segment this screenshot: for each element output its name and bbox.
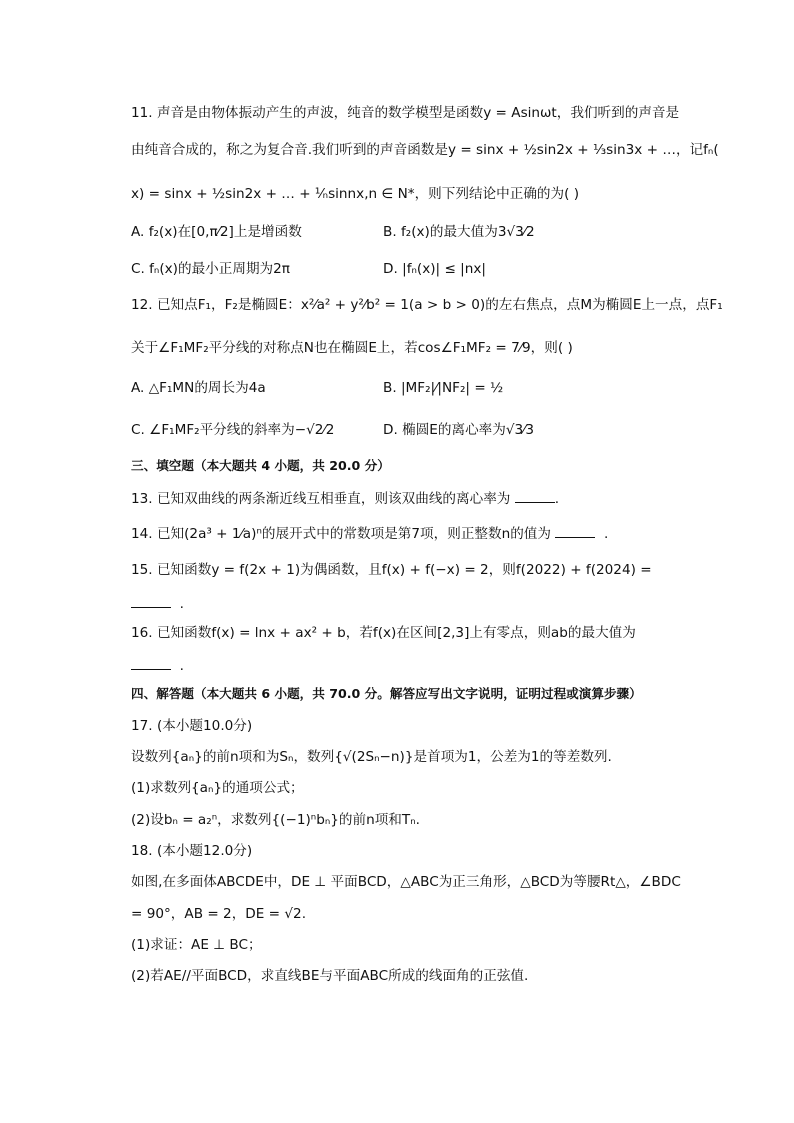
q14-period: . (603, 526, 609, 542)
q14-answer-blank (555, 525, 595, 538)
q17-line-2: (1)求数列{aₙ}的通项公式； (131, 780, 304, 796)
q13-text: 13. 已知双曲线的两条渐近线互相垂直，则该双曲线的离心率为 (131, 491, 511, 507)
q17-line-1: 设数列{aₙ}的前n项和为Sₙ，数列{√(2Sₙ−n)}是首项为1，公差为1的等差数列. (131, 749, 612, 765)
q18-line-1: 如图,在多面体ABCDE中，DE ⊥ 平面BCD，△ABC为正三角形，△BCD为等腰Rt△，∠BDC (131, 874, 681, 890)
q12-line-1: 12. 已知点F₁，F₂是椭圆E：x²⁄a² + y²⁄b² = 1(a > b > 0)的左右焦点，点M为椭圆E上一点，点F₁ (131, 297, 723, 313)
q15-line: 15. 已知函数y = f(2x + 1)为偶函数，且f(x) + f(−x) = 2，则f(2022) + f(2024) = (131, 562, 652, 578)
q16-line: 16. 已知函数f(x) = lnx + ax² + b，若f(x)在区间[2,3]上有零点，则ab的最大值为 (131, 625, 636, 641)
q17-line-3: (2)设bₙ = a₂ⁿ，求数列{(−1)ⁿbₙ}的前n项和Tₙ. (131, 812, 420, 828)
q11-option-c: C. fₙ(x)的最小正周期为2π (131, 261, 290, 277)
q15-answer-blank (131, 595, 171, 608)
q11-option-b: B. f₂(x)的最大值为3√3⁄2 (383, 224, 535, 240)
q18-head: 18. (本小题12.0分) (131, 843, 253, 859)
q12-option-d: D. 椭圆E的离心率为√3⁄3 (383, 422, 535, 438)
q11-line-2: 由纯音合成的，称之为复合音.我们听到的声音函数是y = sinx + ½sin2x + ⅓sin3x + …，记fₙ( (131, 142, 719, 158)
q13-answer-blank (515, 490, 555, 503)
q13-line (131, 489, 711, 509)
q15-period: . (179, 596, 184, 612)
q17-head: 17. (本小题10.0分) (131, 718, 253, 734)
q12-option-c: C. ∠F₁MF₂平分线的斜率为−√2⁄2 (131, 422, 335, 438)
q16-answer-blank (131, 657, 171, 670)
q18-line-2: = 90°，AB = 2，DE = √2. (131, 906, 307, 922)
q18-line-3: (1)求证：AE ⊥ BC； (131, 937, 262, 953)
q11-option-a: A. f₂(x)在[0,π⁄2]上是增函数 (131, 224, 302, 240)
q18-line-4: (2)若AE//平面BCD，求直线BE与平面ABC所成的线面角的正弦值. (131, 968, 529, 984)
q11-line-3: x) = sinx + ½sin2x + … + ¹⁄ₙsinnx,n ∈ N*，则下列结论中正确的为( ) (131, 186, 580, 202)
q14-line (131, 524, 711, 544)
q16-answer-line (131, 656, 711, 676)
q14-text: 14. 已知(2a³ + 1⁄a)ⁿ的展开式中的常数项是第7项，则正整数n的值为 (131, 526, 551, 542)
q11-option-d: D. |fₙ(x)| ≤ |nx| (383, 261, 486, 277)
section-answer-heading: 四、解答题（本大题共 6 小题，共 70.0 分。解答应写出文字说明，证明过程或演算步骤） (131, 686, 642, 701)
q16-period: . (179, 658, 184, 674)
q12-line-2: 关于∠F₁MF₂平分线的对称点N也在椭圆E上，若cos∠F₁MF₂ = 7⁄9，则( ) (131, 340, 573, 356)
q13-period: . (554, 491, 560, 507)
q12-option-a: A. △F₁MN的周长为4a (131, 380, 266, 396)
q12-option-b: B. |MF₂|⁄|NF₂| = ½ (383, 380, 504, 396)
q15-answer-line (131, 594, 711, 614)
section-fill-in-heading: 三、填空题（本大题共 4 小题，共 20.0 分） (131, 458, 390, 473)
q11-line-1: 11. 声音是由物体振动产生的声波，纯音的数学模型是函数y = Asinωt，我们听到的声音是 (131, 105, 680, 121)
